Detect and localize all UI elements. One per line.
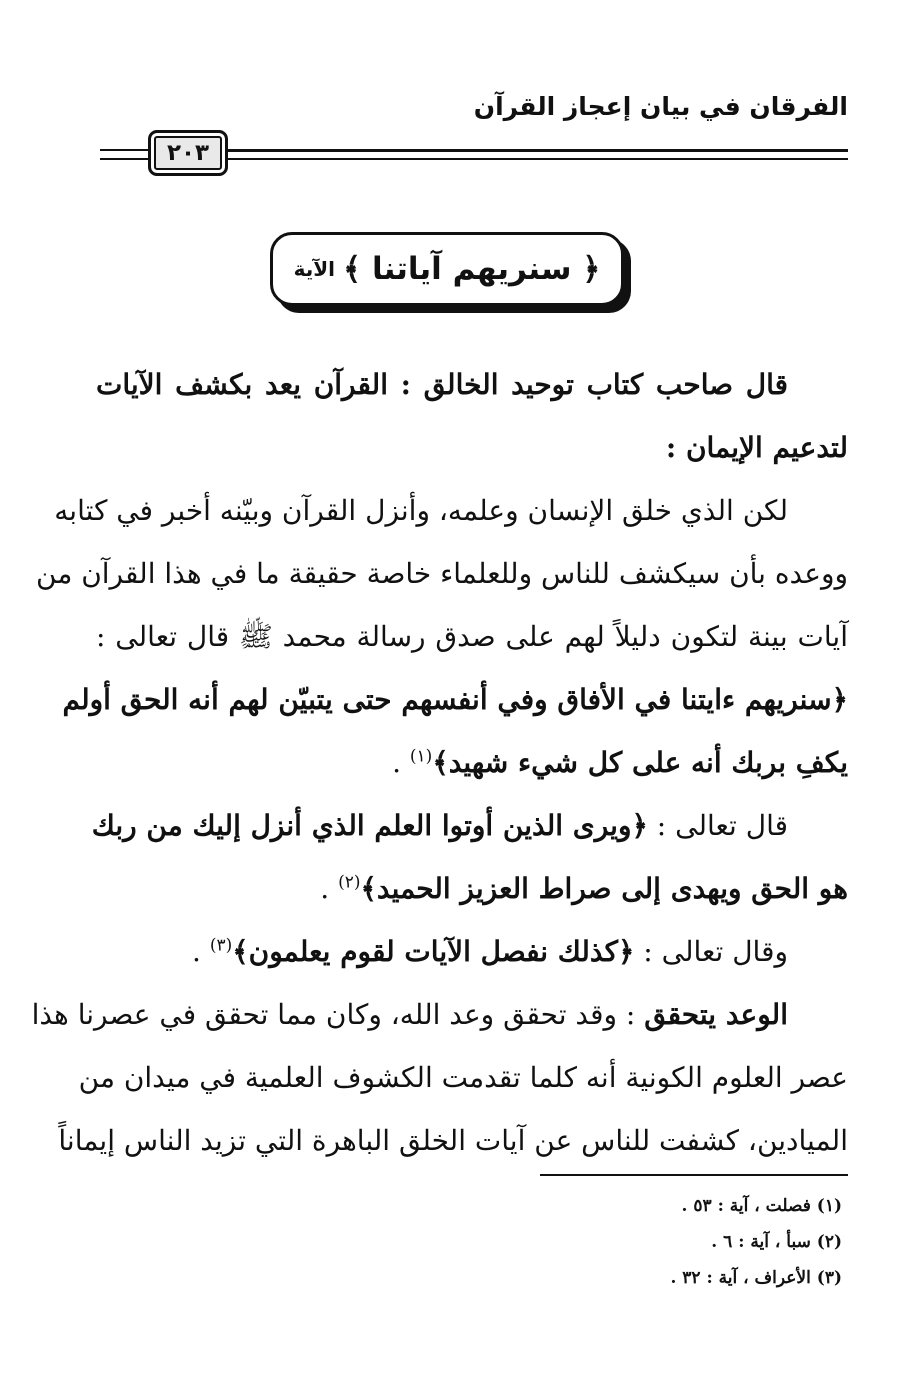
quran-verse-text: يكفِ بربك أنه على كل شيء شهيد﴾ (432, 746, 848, 779)
header-rule-line (228, 158, 848, 160)
body-line: الميادين، كشفت للناس عن آيات الخلق الباهرة التي تزيد الناس إيماناً (58, 1124, 848, 1157)
page-number: ٢٠٣ (148, 130, 228, 176)
quran-verse-line: يكفِ بربك أنه على كل شيء شهيد﴾$^{(١)}$ . (392, 746, 848, 779)
body-line: آيات بينة لتكون دليلاً لهم على صدق رسالة محمد ﷺ قال تعالى : (96, 620, 848, 653)
section-title-suffix: الآية (293, 257, 335, 281)
body-line: وقال تعالى : ﴿كذلك نفصل الآيات لقوم يعلمون﴾$^{(٣)}$ . (192, 935, 788, 968)
footnote: (١) فصلت ، آية : ٥٣ . (681, 1196, 842, 1216)
quran-verse-line: هو الحق ويهدى إلى صراط العزيز الحميد﴾$^{(٢)}$ . (320, 872, 848, 905)
quote-lead: وقال تعالى : (643, 935, 788, 968)
section-title-box (270, 232, 624, 306)
footnote-ref: (٢) (338, 872, 361, 893)
body-line: لكن الذي خلق الإنسان وعلمه، وأنزل القرآن وبيّنه أخبر في كتابه (54, 494, 788, 527)
quran-verse-line: ﴿سنريهم ءايتنا في الأفاق وفي أنفسهم حتى يتبيّن لهم أنه الحق أولم (62, 683, 848, 716)
body-line (31, 998, 848, 1031)
body-line: لتدعيم الإيمان : (665, 431, 848, 464)
body-text: : وقد تحقق وعد الله، وكان مما تحقق في عصرنا هذا (31, 998, 636, 1031)
section-title: ﴿ سنريهم آياتنا ﴾ (343, 251, 601, 287)
body-line: عصر العلوم الكونية أنه كلما تقدمت الكشوف العلمية في ميدان من (78, 1061, 848, 1094)
running-title: الفرقان في بيان إعجاز القرآن (473, 92, 848, 121)
footnote-ref: (١) (409, 746, 433, 767)
footnote-separator (540, 1174, 848, 1176)
body-line (91, 809, 848, 842)
footnote-ref: (٣) (209, 935, 233, 956)
quran-verse-text: ﴿ويرى الذين أوتوا العلم الذي أنزل إليك من ربك (91, 809, 648, 842)
footnote: (٢) سبأ ، آية : ٦ . (711, 1232, 842, 1252)
quran-verse-text: ﴿كذلك نفصل الآيات لقوم يعلمون﴾ (232, 935, 635, 968)
run-in-heading: الوعد يتحقق (644, 998, 788, 1031)
header-rule-line (100, 149, 152, 151)
quote-lead: قال تعالى : (656, 809, 788, 842)
body-line: ووعده بأن سيكشف للناس وللعلماء خاصة حقيقة ما في هذا القرآن من (36, 557, 848, 590)
body-line: قال صاحب كتاب توحيد الخالق : القرآن يعد بكشف الآيات (96, 368, 788, 401)
footnote: (٣) الأعراف ، آية : ٣٢ . (670, 1268, 842, 1288)
quran-verse-text: هو الحق ويهدى إلى صراط العزيز الحميد﴾ (360, 872, 848, 905)
header-rule-line (100, 158, 152, 160)
header-rule-line (228, 149, 848, 152)
